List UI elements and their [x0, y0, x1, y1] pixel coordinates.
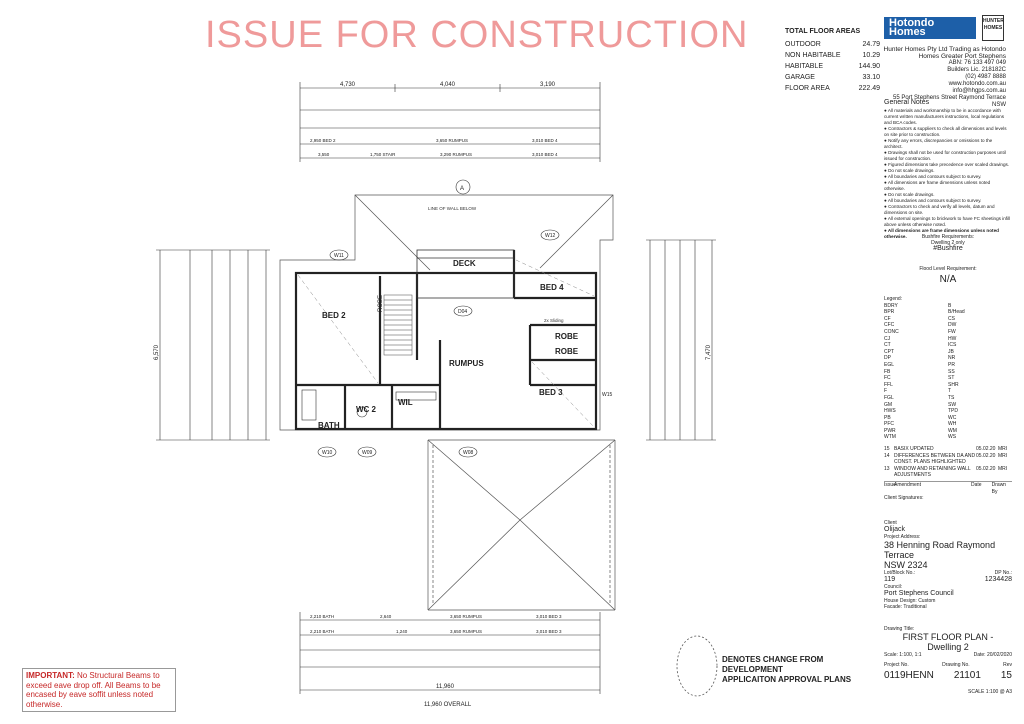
floor-area-row: [785, 61, 880, 72]
client-name: Olijack: [884, 526, 906, 533]
legend-item: BDRY: [884, 302, 898, 309]
dim-row1-1: 2,950 BED 2: [310, 138, 336, 143]
project-state: NSW 2324: [884, 560, 928, 570]
legend-item: CFC: [884, 322, 895, 329]
window-tag-w10: W10: [322, 450, 333, 456]
legend-item: ST: [948, 375, 955, 382]
dim-row2-2: 1,750 STAIR: [370, 152, 396, 157]
bottom-dim2-1: 2,210 BATH: [310, 629, 335, 634]
note-item: ● All boundaries and contours subject to survey.: [884, 198, 982, 203]
note-item: ● All dimensions are frame dimensions unless noted otherwise.: [884, 228, 999, 239]
floor-area-label: NON HABITABLE: [785, 52, 841, 59]
important-label: IMPORTANT:: [26, 671, 75, 680]
dim-row2-3: 3,290 RUMPUS: [440, 152, 473, 157]
note-item: ● Do not scale drawings.: [884, 192, 935, 197]
room-label-bed3: BED 3: [539, 388, 563, 397]
legend-item: GM: [884, 401, 893, 408]
note-item: ● Contractors to check and verify all levels, datum and dimensions on site.: [884, 204, 995, 215]
denotes-line-2: APPLICAITON APPROVAL PLANS: [722, 675, 852, 684]
legend-item: SW: [948, 401, 957, 408]
number-labels: [884, 662, 1012, 668]
legend-heading: Legend:: [884, 296, 903, 302]
note-item: ● Do not scale drawings.: [884, 168, 935, 173]
revision-row: 13 WINDOW AND RETAINING WALL ADJUSTMENTS 05.02.20 MRI: [884, 465, 1008, 479]
note-item: ● Notify any errors, discrepancies or omissions to the architect.: [884, 138, 993, 149]
legend-item: PB: [884, 414, 891, 421]
legend-item: WC: [948, 414, 957, 421]
lot-value: 119: [884, 576, 896, 583]
note-item: ● Contractors & suppliers to check all dimensions and levels on site prior to construction.: [884, 126, 1007, 137]
bottom-dim2-3: 3,650 RUMPUS: [450, 629, 483, 634]
legend-item: B: [948, 302, 952, 309]
room-label-rumpus: RUMPUS: [449, 359, 484, 368]
legend-item: CT: [884, 342, 891, 349]
bushfire-requirements: [884, 234, 1012, 252]
section-marker: A: [460, 186, 465, 192]
design-value: Custom: [918, 598, 936, 604]
bushfire-dwelling: Dwelling 2 only: [931, 240, 965, 246]
legend-item: HWS: [884, 408, 896, 415]
hunter-homes-logo: HUNTER HOMES: [982, 15, 1004, 41]
legend-item: WS: [948, 434, 957, 441]
window-tag-w11: W11: [334, 253, 344, 259]
top-dim-1: 4,730: [340, 82, 356, 88]
left-dim: 6,570: [154, 344, 160, 360]
room-label-wc2: WC 2: [356, 405, 376, 414]
drawing-subtitle: Dwelling 2: [927, 642, 969, 652]
facade-value: Traditional: [903, 604, 927, 610]
legend-item: CF: [884, 315, 891, 322]
lot-dp-values: [884, 576, 1012, 584]
room-label-robe3: ROBE: [555, 347, 579, 356]
legend-item: WH: [948, 421, 957, 428]
window-tag-w15: W15: [602, 392, 613, 398]
drawing-title: FIRST FLOOR PLAN -: [902, 632, 994, 642]
bottom-dim-4: 3,010 BED 3: [536, 614, 562, 619]
legend-item: CPT: [884, 348, 894, 355]
company-name: Hunter Homes Pty Ltd Trading as Hotondo: [883, 46, 1006, 53]
denotes-line-1: DENOTES CHANGE FROM DEVELOPMENT: [722, 655, 824, 674]
floor-area-row: [785, 83, 880, 94]
floor-area-row: [785, 72, 880, 83]
drawing-no-label: Drawing No.: [942, 662, 970, 668]
room-label-bed4: BED 4: [540, 283, 564, 292]
roof-note: LINE OF WALL BELOW: [428, 206, 477, 211]
note-item: ● All materials and workmanship to be in accordance with current written manufacturers instructions, local regulations and BCA codes.: [884, 108, 1005, 125]
legend-item: PR: [948, 361, 955, 368]
revisions-table: [884, 446, 1012, 502]
legend-col-1: [884, 303, 948, 441]
hotondo-logo: Hotondo Homes: [884, 17, 976, 39]
revision-header: Issue Amendment Date Drawn By: [884, 481, 1012, 495]
client-details: [884, 520, 1012, 610]
legend-item: NR: [948, 355, 956, 362]
floor-area-label: HABITABLE: [785, 63, 823, 70]
floor-area-row: [785, 50, 880, 61]
note-item: ● All boundaries and contours subject to survey.: [884, 174, 982, 179]
dim-row2-4: 3,010 BED 4: [532, 152, 558, 157]
room-label-bed2: BED 2: [322, 311, 346, 320]
company-abn: ABN: 76 133 497 049: [948, 60, 1006, 66]
bottom-dim-1: 2,210 BATH: [310, 614, 335, 619]
drawing-no: 21101: [953, 670, 981, 681]
legend-item: EGL: [884, 361, 895, 368]
company-address: 55 Port Stephens Street Raymond Terrace NSW: [893, 95, 1006, 108]
door-tag-d04: D04: [458, 309, 468, 315]
floor-area-value: 144.90: [858, 63, 880, 70]
scale-value: Scale: 1:100, 1:1: [884, 652, 922, 658]
dp-label: DP No.:: [994, 570, 1012, 576]
issue-stamp: ISSUE FOR CONSTRUCTION: [205, 14, 749, 56]
legend-item: CJ: [884, 335, 891, 342]
floor-area-label: GARAGE: [785, 74, 815, 81]
legend-item: WM: [948, 427, 957, 434]
legend-item: DW: [948, 322, 957, 329]
window-tag-w09: W09: [362, 450, 373, 456]
legend-item: WTM: [884, 434, 896, 441]
flood-label: Flood Level Requirement:: [919, 266, 977, 272]
bushfire-label: Bushfire Requirements:: [921, 234, 975, 240]
legend-item: TPD: [948, 408, 958, 415]
legend-item: B/Head: [948, 309, 965, 316]
floor-area-row: [785, 39, 880, 50]
legend-item: FC: [884, 375, 891, 382]
council-label: Council:: [884, 584, 903, 590]
legend-item: SHR: [948, 381, 959, 388]
legend-item: SS: [948, 368, 955, 375]
project-no-label: Project No.: [884, 662, 909, 668]
number-values: [884, 670, 1012, 681]
bottom-dim-3: 3,650 RUMPUS: [450, 614, 483, 619]
flood-value: N/A: [939, 274, 957, 285]
room-label-robe1: ROBE: [378, 294, 384, 312]
important-note: [22, 668, 176, 712]
room-label-deck: DECK: [453, 259, 476, 268]
revision-row: 14 DIFFERENCES BETWEEN DA AND CONST. PLANS HIGHLIGHTED 05.02.20 MRI: [884, 452, 1008, 466]
legend-item: FW: [948, 328, 956, 335]
lot-label: Lot/Block No.:: [884, 570, 916, 576]
window-tag-w08: W08: [463, 450, 474, 456]
company-licence: Builders Lic. 218182C: [947, 67, 1006, 73]
overall-dim: 11,960: [436, 684, 454, 690]
legend-item: CONC: [884, 328, 899, 335]
floor-areas-table: [785, 26, 885, 94]
drawing-title-label: Drawing Title:: [884, 626, 915, 632]
denotes-change-note: [722, 655, 882, 685]
legend-item: ICS: [948, 342, 957, 349]
floor-area-label: OUTDOOR: [785, 41, 821, 48]
general-notes-heading: General Notes: [884, 99, 930, 106]
legend-item: PFC: [884, 421, 894, 428]
legend-item: F: [884, 388, 888, 395]
company-phone: (02) 4987 8888: [965, 74, 1006, 80]
overall-dim-label: 11,960 OVERALL: [424, 702, 472, 708]
dim-row1-2: 3,650 RUMPUS: [436, 138, 469, 143]
window-tag-w12: W12: [545, 233, 556, 239]
design-label: House Design:: [884, 598, 917, 604]
rev-no: 15: [1000, 670, 1012, 681]
client-signatures: Client Signatures:: [884, 495, 924, 502]
room-label-robe2: ROBE: [555, 332, 579, 341]
title-block: [884, 626, 1012, 695]
legend-item: T: [948, 388, 952, 395]
note-item: ● All dimensions are frame dimensions unless noted otherwise.: [884, 180, 991, 191]
project-address: 38 Henning Road Raymond Terrace: [884, 540, 996, 560]
right-dim: 7,470: [706, 344, 712, 360]
company-email: info@hhgps.com.au: [952, 88, 1006, 94]
legend-col-2: [948, 303, 1012, 441]
date-value: Date: 20/02/2020: [973, 652, 1012, 658]
legend-item: BPR: [884, 309, 895, 316]
flood-level: [884, 266, 1012, 287]
project-no: 0119HENN: [884, 670, 934, 681]
top-dim-2: 4,040: [440, 82, 456, 88]
floor-area-value: 10.29: [862, 52, 880, 59]
note-item: ● All external openings to brickwork to have FC sheetings infill above unless otherwise noted.: [884, 216, 1011, 227]
legend: [884, 296, 1012, 441]
legend-item: FFL: [884, 381, 893, 388]
bottom-dim2-2: 1,240: [396, 629, 408, 634]
project-address-label: Project Address:: [884, 534, 921, 540]
legend-item: DP: [884, 355, 891, 362]
bottom-dim2-4: 3,010 BED 3: [536, 629, 562, 634]
floor-area-value: 222.49: [858, 85, 880, 92]
council-value: Port Stephens Council: [884, 590, 954, 597]
company-web: www.hotondo.com.au: [948, 81, 1006, 87]
scale-date-row: [884, 652, 1012, 658]
bushfire-value: #Bushfire: [933, 245, 963, 252]
facade-label: Facade:: [884, 604, 903, 610]
client-label: Client: [884, 520, 897, 526]
top-dim-3: 3,190: [540, 82, 556, 88]
legend-item: FGL: [884, 394, 894, 401]
legend-item: TS: [948, 394, 955, 401]
dim-row2-1: 3,550: [318, 152, 330, 157]
legend-item: JB: [948, 348, 954, 355]
company-name-2: Homes Greater Port Stephens: [918, 53, 1006, 60]
room-label-wil: WIL: [398, 398, 413, 407]
general-notes: [884, 100, 1012, 240]
note-item: ● Figured dimensions take precedence over scaled drawings.: [884, 162, 1010, 167]
room-label-bath: BATH: [318, 421, 340, 430]
scale-bar-label: SCALE 1:100 @ A3: [968, 689, 1012, 695]
important-text: No Structural Beams to exceed eave drop off. All Beams to be encased by eave soffit unless noted otherwise.: [26, 671, 161, 709]
note-item: ● Drawings shall not be used for construction purposes until issued for construction.: [884, 150, 1006, 161]
bottom-dim-2: 2,640: [380, 614, 392, 619]
legend-item: FB: [884, 368, 891, 375]
floor-areas-heading: TOTAL FLOOR AREAS: [785, 28, 861, 35]
floor-area-value: 24.79: [862, 41, 880, 48]
dp-value: 1234428: [984, 576, 1012, 583]
dim-row1-3: 3,010 BED 4: [532, 138, 558, 143]
legend-item: PWR: [884, 427, 896, 434]
legend-item: HW: [948, 335, 957, 342]
revision-row: 15 BASIX UPDATED 05.02.20 MRI: [884, 446, 1008, 452]
floor-area-value: 33.10: [862, 74, 880, 81]
legend-item: CS: [948, 315, 955, 322]
floor-area-label: FLOOR AREA: [785, 85, 830, 92]
sliding-note: 2x Sliding: [544, 318, 564, 323]
rev-label: Rev: [1003, 662, 1012, 668]
